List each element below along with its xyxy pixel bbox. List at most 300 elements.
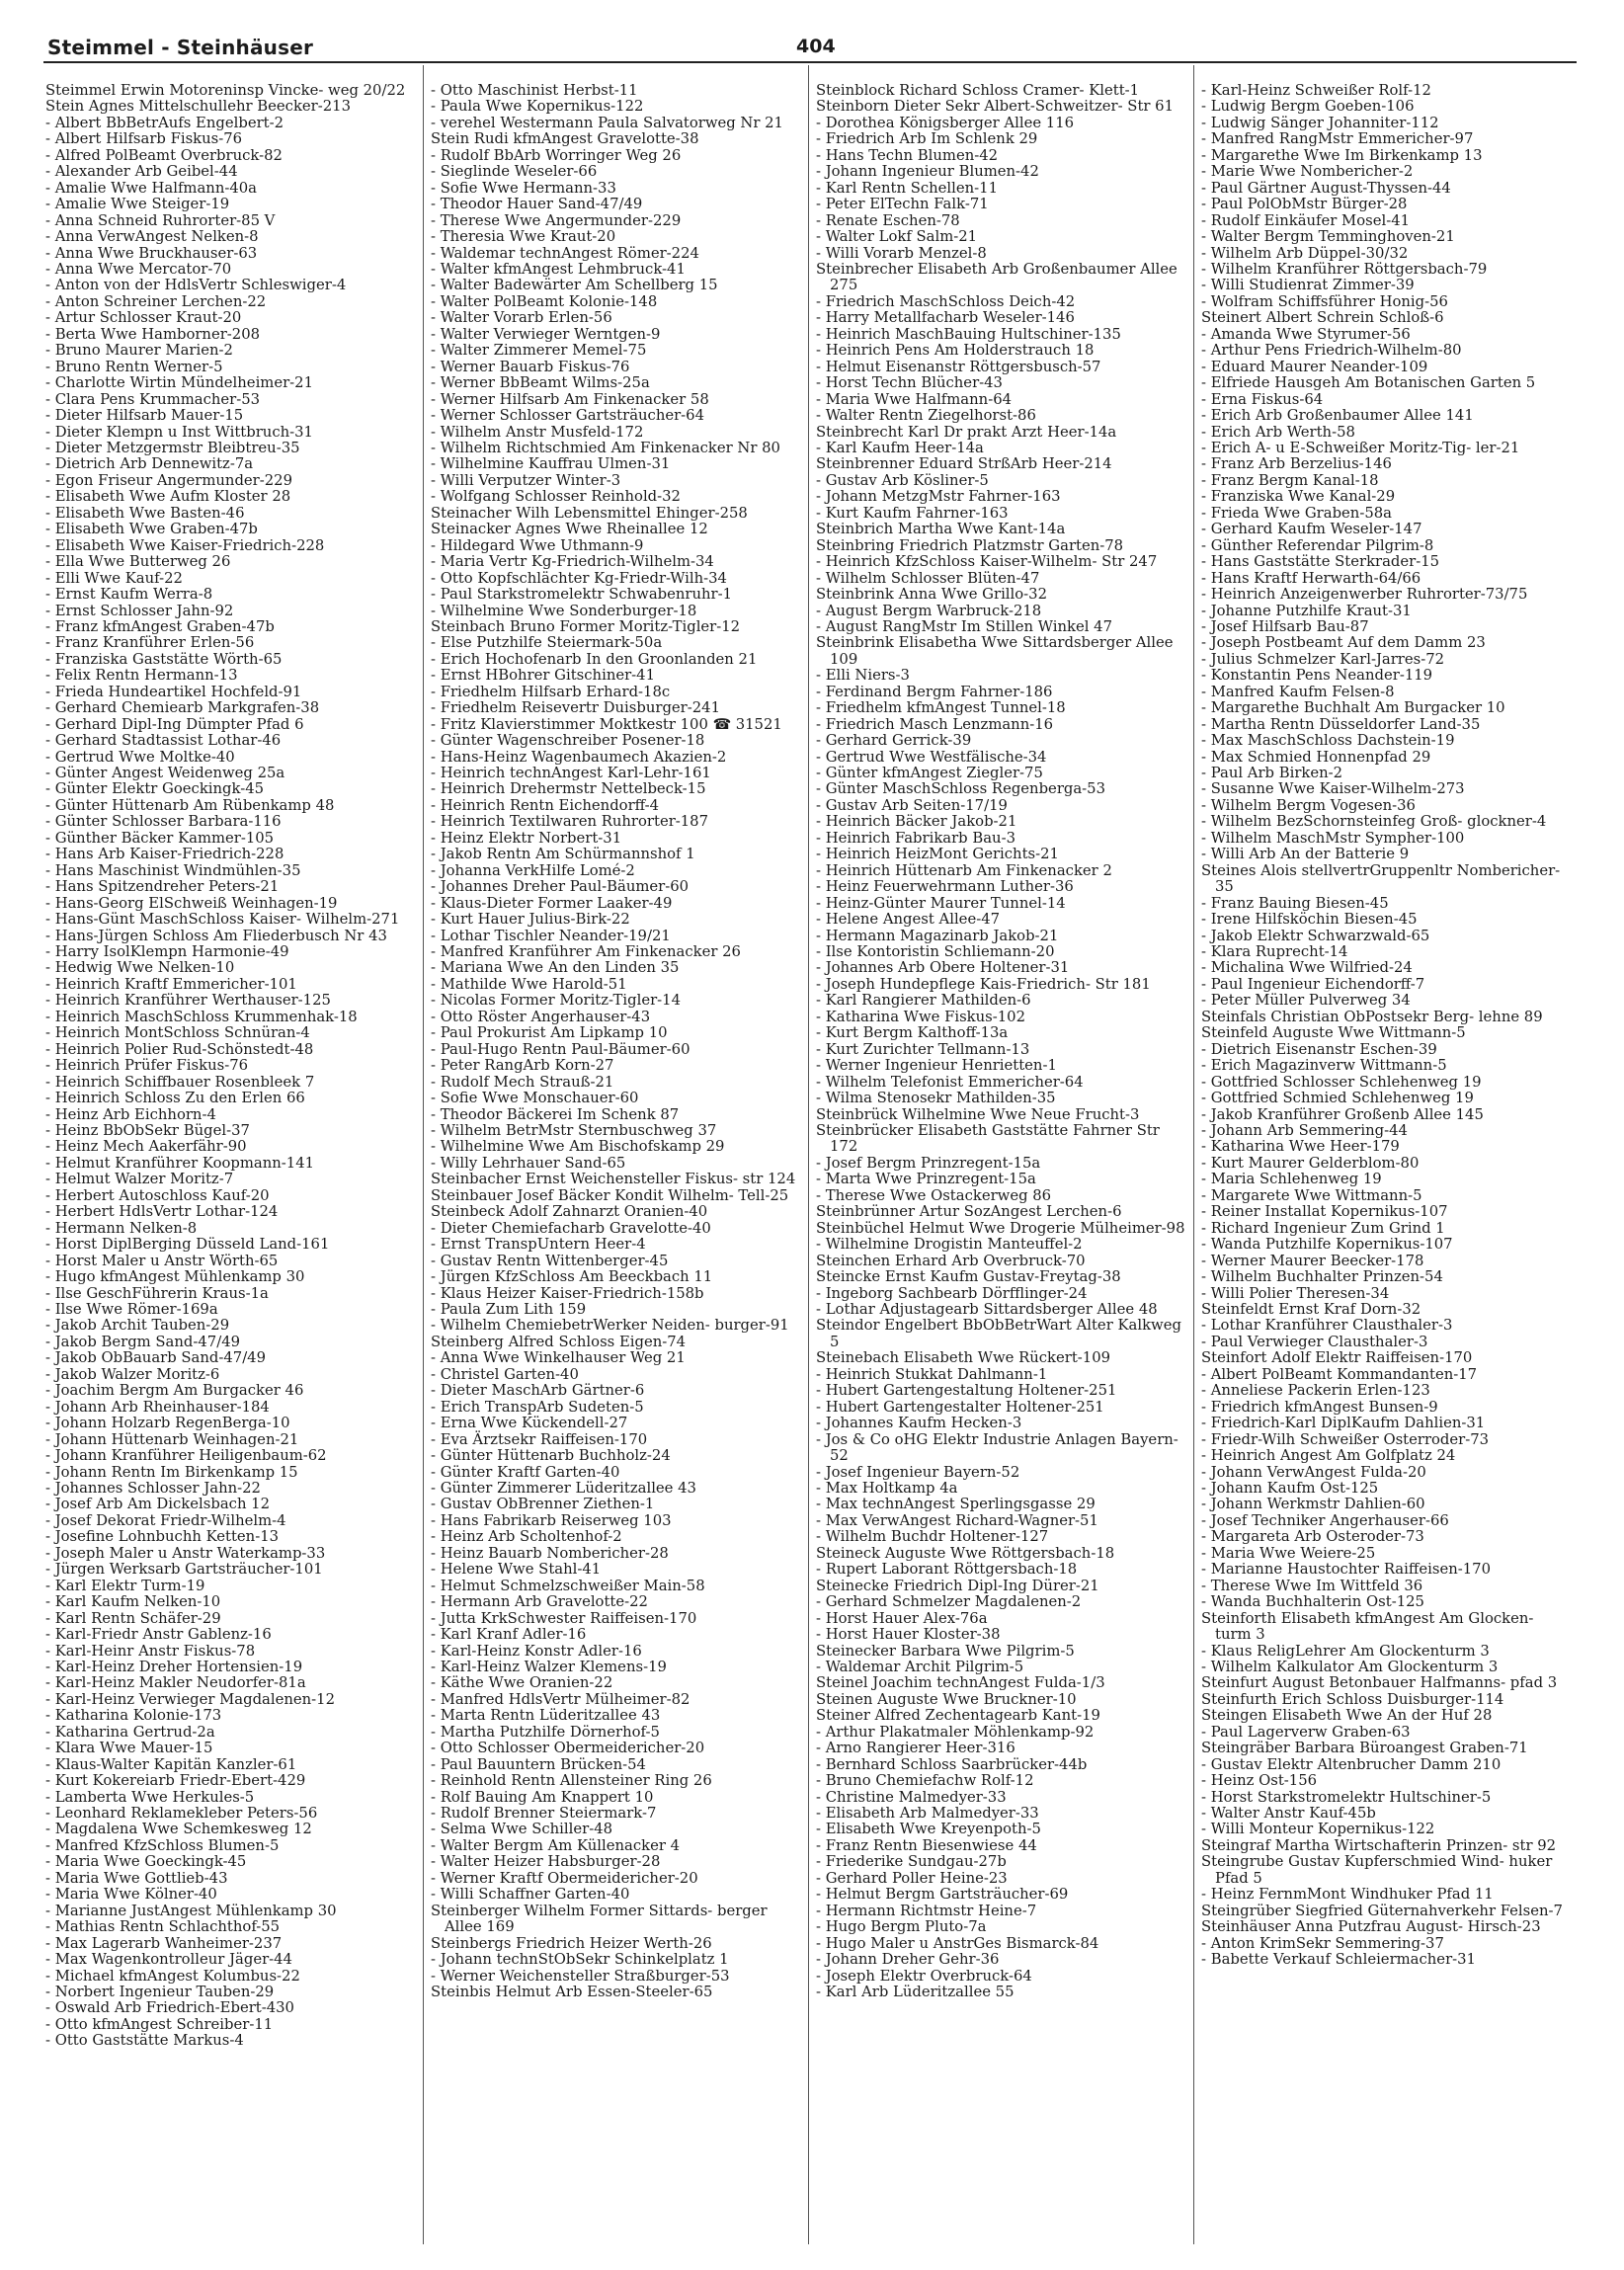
directory-entry: Steinfeld Auguste Wwe Wittmann-5 [1201, 1024, 1466, 1042]
directory-column-4 [1201, 83, 1573, 1969]
directory-entry: Steinert Albert Schrein Schloß-6 [1201, 309, 1444, 327]
directory-entry: - Bruno Rentn Werner-5 [45, 358, 223, 375]
directory-entry: - Otto Gaststätte Markus-4 [45, 2032, 244, 2050]
directory-entry: - Felix Rentn Hermann-13 [45, 667, 238, 685]
directory-entry: - Elisabeth Wwe Aufm Kloster 28 [45, 488, 291, 506]
directory-entry: - Amalie Wwe Halfmann-40a [45, 179, 257, 197]
directory-entry: - Mathias Rentn Schlachthof-55 [45, 1918, 281, 1936]
directory-entry: - Klara Wwe Mauer-15 [45, 1740, 213, 1757]
directory-entry: Steimmel Erwin Motoreninsp Vincke- weg 20/22 [45, 82, 406, 99]
directory-entry: - Frieda Hundeartikel Hochfeld-91 [45, 683, 302, 700]
directory-entry: - Friedhelm kfmAngest Tunnel-18 [816, 699, 1066, 717]
directory-entry: - Heinrich Polier Rud-Schönstedt-48 [45, 1040, 314, 1058]
directory-entry: - Heinz Arb Eichhorn-4 [45, 1105, 216, 1123]
directory-entry: Steinhäuser Anna Putzfrau August- Hirsch-23 [1201, 1918, 1541, 1936]
directory-entry: - Egon Friseur Angermunder-229 [45, 471, 293, 489]
directory-entry: - Jakob Elektr Schwarzwald-65 [1201, 927, 1430, 944]
directory-entry: - Sofie Wwe Monschauer-60 [431, 1090, 639, 1107]
directory-entry: - Hermann Richtmstr Heine-7 [816, 1902, 1037, 1919]
directory-entry: - Kurt Bergm Kalthoff-13a [816, 1024, 1009, 1042]
directory-entry: - Joseph Maler u Anstr Waterkamp-33 [45, 1544, 326, 1562]
directory-entry: - Waldemar Archit Pilgrim-5 [816, 1658, 1024, 1675]
directory-entry: - Irene Hilfsköchin Biesen-45 [1201, 911, 1418, 929]
directory-entry: - Dieter MaschArb Gärtner-6 [431, 1382, 645, 1400]
directory-entry: - Rudolf Brenner Steiermark-7 [431, 1805, 657, 1823]
directory-entry: - Wilhelm ChemiebetrWerker Neiden- burger-91 [431, 1317, 789, 1335]
directory-entry: - Marianne JustAngest Mühlenkamp 30 [45, 1902, 337, 1919]
directory-entry: - Karl Rangierer Mathilden-6 [816, 992, 1031, 1010]
directory-entry: Steingrube Gustav Kupferschmied Wind- huker Pfad 5 [1201, 1853, 1553, 1887]
directory-entry: Steinfort Adolf Elektr Raiffeisen-170 [1201, 1349, 1473, 1367]
directory-entry: - Karl-Heinr Anstr Fiskus-78 [45, 1642, 256, 1660]
directory-entry: - Anna Wwe Winkelhauser Weg 21 [431, 1349, 686, 1367]
directory-entry: - Erich Hochofenarb In den Groonlanden 21 [431, 650, 758, 668]
directory-entry: - Eva Ärztsekr Raiffeisen-170 [431, 1430, 648, 1448]
directory-entry: - Walter Badewärter Am Schellberg 15 [431, 277, 718, 294]
directory-entry: - Marta Rentn Lüderitzallee 43 [431, 1707, 661, 1725]
directory-entry: - Josef Bergm Prinzregent-15a [816, 1154, 1041, 1172]
directory-entry: - Gustav Elektr Altenbrucher Damm 210 [1201, 1755, 1502, 1773]
directory-entry: - Friedrich MaschSchloss Deich-42 [816, 292, 1076, 310]
directory-entry: - Max Schmied Honnenpfad 29 [1201, 748, 1431, 766]
directory-entry: Steinbrich Martha Wwe Kant-14a [816, 521, 1066, 538]
directory-entry: - Heinrich HeizMont Gerichts-21 [816, 846, 1059, 863]
directory-entry: - Wilhelm Buchhalter Prinzen-54 [1201, 1268, 1443, 1286]
directory-entry: - Sofie Wwe Hermann-33 [431, 179, 616, 197]
directory-entry: Steinbrünner Artur SozAngest Lerchen-6 [816, 1203, 1122, 1221]
directory-entry: - Friedrich Arb Im Schlenk 29 [816, 130, 1038, 148]
directory-entry: - Franziska Wwe Kanal-29 [1201, 488, 1396, 506]
directory-entry: - Hubert Gartengestalter Holtener-251 [816, 1398, 1104, 1416]
directory-entry: - Erich Arb Werth-58 [1201, 423, 1355, 441]
directory-entry: - Heinz Mech Aakerfähr-90 [45, 1138, 247, 1156]
directory-entry: - Willi Schaffner Garten-40 [431, 1886, 630, 1904]
directory-entry: - Heinrich Textilwaren Ruhrorter-187 [431, 813, 709, 831]
directory-entry: - Josef Ingenieur Bayern-52 [816, 1463, 1020, 1481]
directory-entry: - Heinrich MaschBauing Hultschiner-135 [816, 325, 1121, 343]
directory-entry: - Katharina Wwe Heer-179 [1201, 1138, 1400, 1156]
directory-entry: - Herbert HdlsVertr Lothar-124 [45, 1203, 279, 1221]
directory-entry: - Wolfram Schiffsführer Honig-56 [1201, 292, 1448, 310]
directory-entry: - Hans Fabrikarb Reiserweg 103 [431, 1511, 672, 1529]
directory-entry: - Margarete Wwe Wittmann-5 [1201, 1186, 1422, 1204]
directory-entry: Steingräber Barbara Büroangest Graben-71 [1201, 1740, 1528, 1757]
directory-entry: - Gerhard Stadtassist Lothar-46 [45, 732, 282, 750]
directory-entry: - Paul Gärtner August-Thyssen-44 [1201, 179, 1451, 197]
directory-entry: - Johann VerwAngest Fulda-20 [1201, 1463, 1426, 1481]
directory-entry: - Lothar Tischler Neander-19/21 [431, 927, 671, 944]
directory-entry: - Hugo kfmAngest Mühlenkamp 30 [45, 1268, 305, 1286]
directory-entry: - Anna VerwAngest Nelken-8 [45, 228, 259, 246]
directory-entry: - Albert Hilfsarb Fiskus-76 [45, 130, 243, 148]
directory-entry: - Johanna VerkHilfe Lomé-2 [431, 861, 635, 879]
directory-entry: - Karl-Heinz Dreher Hortensien-19 [45, 1658, 303, 1675]
directory-entry: - Erich Magazinverw Wittmann-5 [1201, 1057, 1447, 1075]
directory-entry: - Kurt Zurichter Tellmann-13 [816, 1040, 1030, 1058]
directory-entry: - Wilhelm Richtschmied Am Finkenacker Nr 80 [431, 439, 780, 456]
directory-column-3 [816, 83, 1187, 2000]
directory-entry: - Horst Starkstromelektr Hultschiner-5 [1201, 1788, 1492, 1806]
directory-entry: - Günther Referendar Pilgrim-8 [1201, 536, 1434, 554]
directory-entry: Steinborn Dieter Sekr Albert-Schweitzer- Str 61 [816, 98, 1174, 116]
directory-entry: - Horst Hauer Alex-76a [816, 1609, 988, 1627]
directory-entry: - Günther Bäcker Kammer-105 [45, 829, 275, 847]
directory-entry: - Helmut Eisenanstr Röttgersbusch-57 [816, 358, 1101, 375]
directory-entry: - Helmut Bergm Gartsträucher-69 [816, 1886, 1069, 1904]
directory-entry: Steinacker Agnes Wwe Rheinallee 12 [431, 521, 708, 538]
directory-entry: - Karl-Heinz Konstr Adler-16 [431, 1642, 642, 1660]
directory-entry: - Gerhard Schmelzer Magdalenen-2 [816, 1593, 1082, 1611]
directory-entry: - Günter Zimmerer Lüderitzallee 43 [431, 1479, 696, 1497]
directory-entry: - Peter RangArb Korn-27 [431, 1057, 614, 1075]
directory-entry: - Jürgen KfzSchloss Am Beeckbach 11 [431, 1268, 713, 1286]
directory-entry: - Amalie Wwe Steiger-19 [45, 196, 230, 213]
directory-entry: - Johann MetzgMstr Fahrner-163 [816, 488, 1061, 506]
directory-entry: - Susanne Wwe Kaiser-Wilhelm-273 [1201, 780, 1465, 798]
directory-entry: - Albert PolBeamt Kommandanten-17 [1201, 1365, 1478, 1383]
directory-entry: - Dieter Klempn u Inst Wittbruch-31 [45, 423, 313, 441]
directory-entry: - Berta Wwe Hamborner-208 [45, 325, 261, 343]
directory-entry: - Michalina Wwe Wilfried-24 [1201, 959, 1413, 977]
directory-entry: - Marianne Haustochter Raiffeisen-170 [1201, 1561, 1491, 1579]
page-number: 404 [796, 36, 836, 57]
directory-entry: - Frieda Wwe Graben-58a [1201, 504, 1392, 522]
directory-entry: - Helmut Walzer Moritz-7 [45, 1171, 234, 1188]
directory-entry: - Theodor Bäckerei Im Schenk 87 [431, 1105, 680, 1123]
directory-entry: - Wilhelm Buchdr Holtener-127 [816, 1528, 1049, 1546]
directory-entry: - Paul Ingenieur Eichendorff-7 [1201, 975, 1425, 993]
directory-entry: Steingen Elisabeth Wwe An der Huf 28 [1201, 1707, 1493, 1725]
directory-entry: Steinbis Helmut Arb Essen-Steeler-65 [431, 1984, 713, 2001]
directory-entry: Steiner Alfred Zechentagearb Kant-19 [816, 1707, 1100, 1725]
directory-entry: Steineck Auguste Wwe Röttgersbach-18 [816, 1544, 1115, 1562]
directory-entry: Steinecker Barbara Wwe Pilgrim-5 [816, 1642, 1075, 1660]
directory-entry: - Ella Wwe Butterweg 26 [45, 553, 231, 571]
directory-entry: - Helmut Schmelzschweißer Main-58 [431, 1577, 705, 1594]
directory-entry: - Reinhold Rentn Allensteiner Ring 26 [431, 1772, 712, 1790]
directory-entry: - Horst Maler u Anstr Wörth-65 [45, 1252, 279, 1269]
directory-entry: - Christel Garten-40 [431, 1365, 579, 1383]
directory-entry: - Elisabeth Wwe Kreyenpoth-5 [816, 1821, 1041, 1838]
directory-entry: - Waldemar technAngest Römer-224 [431, 244, 699, 262]
directory-entry: - Heinrich Stukkat Dahlmann-1 [816, 1365, 1048, 1383]
directory-entry: - Kurt Kaufm Fahrner-163 [816, 504, 1009, 522]
directory-entry: - Anton von der HdlsVertr Schleswiger-4 [45, 277, 347, 294]
directory-entry: - Erich Arb Großenbaumer Allee 141 [1201, 407, 1474, 425]
directory-entry: - Wanda Buchhalterin Ost-125 [1201, 1593, 1424, 1611]
directory-entry: Steinforth Elisabeth kfmAngest Am Glocken- turm 3 [1201, 1609, 1534, 1644]
directory-entry: - Kurt Maurer Gelderblom-80 [1201, 1154, 1420, 1172]
directory-entry: - Anton Schreiner Lerchen-22 [45, 292, 267, 310]
directory-entry: - Walter Lokf Salm-21 [816, 228, 978, 246]
directory-entry: - Heinz Feuerwehrmann Luther-36 [816, 878, 1074, 896]
directory-entry: - Max technAngest Sperlingsgasse 29 [816, 1496, 1096, 1513]
directory-entry: - Otto Schlosser Obermeidericher-20 [431, 1740, 705, 1757]
directory-entry: - Klaus Heizer Kaiser-Friedrich-158b [431, 1284, 704, 1302]
directory-entry: - Franz Bergm Kanal-18 [1201, 471, 1379, 489]
directory-entry: - Maria Wwe Goeckingk-45 [45, 1853, 247, 1871]
directory-entry: Steinbergs Friedrich Heizer Werth-26 [431, 1934, 712, 1952]
directory-entry: - Werner Bauarb Fiskus-76 [431, 358, 630, 375]
directory-entry: - Hans Maschinist Windmühlen-35 [45, 861, 301, 879]
directory-entry: Steinbeck Adolf Zahnarzt Oranien-40 [431, 1203, 708, 1221]
directory-entry: - Martha Rentn Düsseldorfer Land-35 [1201, 715, 1481, 733]
directory-entry: Steinbach Bruno Former Moritz-Tigler-12 [431, 617, 741, 635]
directory-entry: Steinbring Friedrich Platzmstr Garten-78 [816, 536, 1124, 554]
directory-entry: - Günter MaschSchloss Regenberga-53 [816, 780, 1106, 798]
directory-entry: - Karl Elektr Turm-19 [45, 1577, 205, 1594]
directory-entry: - Horst Techn Blücher-43 [816, 374, 1003, 392]
directory-entry: Steincke Ernst Kaufm Gustav-Freytag-38 [816, 1268, 1121, 1286]
directory-entry: - Karl-Heinz Makler Neudorfer-81a [45, 1674, 306, 1692]
directory-entry: Steinblock Richard Schloss Cramer- Klett-1 [816, 82, 1140, 99]
directory-entry: - Fritz Klavierstimmer Moktkestr 100 ☎ 31521 [431, 715, 782, 733]
directory-entry: - Hans-Heinz Wagenbaumech Akazien-2 [431, 748, 727, 766]
directory-entry: - Therese Wwe Im Wittfeld 36 [1201, 1577, 1423, 1594]
directory-entry: - Erna Fiskus-64 [1201, 390, 1324, 408]
directory-entry: - Elisabeth Wwe Kaiser-Friedrich-228 [45, 536, 325, 554]
directory-entry: - Margareta Arb Osteroder-73 [1201, 1528, 1424, 1546]
directory-entry: - Hugo Maler u AnstrGes Bismarck-84 [816, 1934, 1099, 1952]
directory-entry: Steinbacher Ernst Weichensteller Fiskus- str 124 [431, 1171, 796, 1188]
directory-entry: - August Bergm Warbruck-218 [816, 602, 1042, 619]
directory-entry: - Rolf Bauing Am Knappert 10 [431, 1788, 654, 1806]
directory-entry: - Marie Wwe Nombericher-2 [1201, 163, 1414, 181]
directory-entry: - Willy Lehrhauer Sand-65 [431, 1154, 626, 1172]
directory-column-2 [431, 83, 802, 2000]
directory-entry: - Martha Putzhilfe Dörnerhof-5 [431, 1723, 660, 1741]
directory-entry: - Klaus-Dieter Former Laaker-49 [431, 894, 673, 912]
directory-entry: - Günter kfmAngest Ziegler-75 [816, 765, 1043, 782]
directory-entry: - Peter ElTechn Falk-71 [816, 196, 989, 213]
directory-entry: - Heinrich Angest Am Golfplatz 24 [1201, 1447, 1456, 1465]
directory-entry: Steinfals Christian ObPostsekr Berg- lehne 89 [1201, 1008, 1543, 1025]
directory-entry: - Elisabeth Wwe Basten-46 [45, 504, 245, 522]
directory-entry: - Walter Rentn Ziegelhorst-86 [816, 407, 1036, 425]
directory-entry: - Wolfgang Schlosser Reinhold-32 [431, 488, 681, 506]
directory-entry: - Wilhelm BezSchornsteinfeg Groß- glockner-4 [1201, 813, 1547, 831]
directory-entry: - Johann Ingenieur Blumen-42 [816, 163, 1039, 181]
directory-entry: - Nicolas Former Moritz-Tigler-14 [431, 992, 681, 1010]
directory-entry: - Werner Kraftf Obermeidericher-20 [431, 1869, 698, 1887]
directory-entry: - Hubert Gartengestaltung Holtener-251 [816, 1382, 1117, 1400]
directory-entry: - Franz Bauing Biesen-45 [1201, 894, 1389, 912]
directory-entry: - Manfred RangMstr Emmericher-97 [1201, 130, 1474, 148]
directory-entry: - Werner Maurer Beecker-178 [1201, 1252, 1424, 1269]
directory-entry: - Heinz Elektr Norbert-31 [431, 829, 622, 847]
directory-entry: - Maria Wwe Halfmann-64 [816, 390, 1013, 408]
directory-entry: - Friedr-Wilh Schweißer Osterroder-73 [1201, 1430, 1490, 1448]
running-title: Steimmel - Steinhäuser [47, 36, 314, 59]
directory-entry: - Eduard Maurer Neander-109 [1201, 358, 1428, 375]
directory-entry: - Franz Rentn Biesenwiese 44 [816, 1836, 1037, 1854]
directory-entry: - Paul PolObMstr Bürger-28 [1201, 196, 1408, 213]
directory-entry: - Paul Starkstromelektr Schwabenruhr-1 [431, 586, 733, 604]
directory-entry: - Gerhard Dipl-Ing Dümpter Pfad 6 [45, 715, 304, 733]
directory-entry: - Johannes Arb Obere Holtener-31 [816, 959, 1070, 977]
directory-entry: - Hans-Georg ElSchweiß Weinhagen-19 [45, 894, 338, 912]
directory-entry: - Katharina Wwe Fiskus-102 [816, 1008, 1025, 1025]
directory-entry: - Max Lagerarb Wanheimer-237 [45, 1934, 283, 1952]
directory-entry: - Sieglinde Weseler-66 [431, 163, 598, 181]
directory-entry: - Horst DiplBerging Düsseld Land-161 [45, 1236, 330, 1254]
directory-entry: - Gertrud Wwe Moltke-40 [45, 748, 235, 766]
directory-entry: - Rupert Laborant Röttgersbach-18 [816, 1561, 1078, 1579]
directory-entry: - Günter Elektr Goeckingk-45 [45, 780, 265, 798]
directory-entry: - Heinrich technAngest Karl-Lehr-161 [431, 765, 711, 782]
directory-entry: - Karl Arb Lüderitzallee 55 [816, 1984, 1015, 2001]
directory-entry: - Karl Kaufm Heer-14a [816, 439, 984, 456]
directory-entry: - Mathilde Wwe Harold-51 [431, 975, 627, 993]
directory-entry: - Arthur Pens Friedrich-Wilhelm-80 [1201, 342, 1462, 360]
directory-entry: - Leonhard Reklamekleber Peters-56 [45, 1805, 318, 1823]
directory-entry: - Wilhelmine Kauffrau Ulmen-31 [431, 455, 671, 473]
directory-entry: - Heinrich Kranführer Werthauser-125 [45, 992, 331, 1010]
directory-entry: - Paul-Hugo Rentn Paul-Bäumer-60 [431, 1040, 690, 1058]
directory-entry: - Erna Wwe Kückendell-27 [431, 1415, 628, 1432]
directory-entry: - Josef Hilfsarb Bau-87 [1201, 617, 1369, 635]
directory-entry: - Karl-Heinz Walzer Klemens-19 [431, 1658, 667, 1675]
directory-entry: - Heinz Bauarb Nombericher-28 [431, 1544, 669, 1562]
directory-entry: - Wilhelm Arb Düppel-30/32 [1201, 244, 1409, 262]
directory-entry: Steinbrück Wilhelmine Wwe Neue Frucht-3 [816, 1105, 1140, 1123]
directory-entry: - Selma Wwe Schiller-48 [431, 1821, 613, 1838]
directory-entry: - Karl-Heinz Schweißer Rolf-12 [1201, 82, 1431, 99]
directory-entry: - Gustav Rentn Wittenberger-45 [431, 1252, 669, 1269]
directory-entry: - Friedhelm Hilfsarb Erhard-18c [431, 683, 671, 700]
directory-entry: - Charlotte Wirtin Mündelheimer-21 [45, 374, 313, 392]
directory-entry: - Gottfried Schlosser Schlehenweg 19 [1201, 1073, 1482, 1091]
directory-entry: - Elli Wwe Kauf-22 [45, 569, 183, 587]
directory-entry: - Wilhelm Kranführer Röttgersbach-79 [1201, 260, 1488, 278]
directory-entry: - Friedrich-Karl DiplKaufm Dahlien-31 [1201, 1415, 1486, 1432]
directory-entry: - Hans Gaststätte Sterkrader-15 [1201, 553, 1440, 571]
directory-entry: - Heinrich Fabrikarb Bau-3 [816, 829, 1015, 847]
directory-entry: - Ernst HBohrer Gitschiner-41 [431, 667, 656, 685]
directory-entry: - Käthe Wwe Oranien-22 [431, 1674, 613, 1692]
column-divider [1193, 65, 1194, 2244]
directory-entry: - Jutta KrkSchwester Raiffeisen-170 [431, 1609, 697, 1627]
directory-entry: - Bruno Maurer Marien-2 [45, 342, 233, 360]
directory-entry: - Max MaschSchloss Dachstein-19 [1201, 732, 1455, 750]
directory-entry: - Walter Heizer Habsburger-28 [431, 1853, 661, 1871]
directory-entry: - Johann technStObSekr Schinkelplatz 1 [431, 1951, 729, 1969]
directory-entry: - Hans-Jürgen Schloss Am Fliederbusch Nr 43 [45, 927, 387, 944]
directory-entry: - Heinrich Schloss Zu den Erlen 66 [45, 1090, 305, 1107]
directory-entry: - Bernhard Schloss Saarbrücker-44b [816, 1755, 1088, 1773]
directory-entry: - Alexander Arb Geibel-44 [45, 163, 238, 181]
directory-entry: - Heinrich MaschSchloss Krummenhak-18 [45, 1008, 358, 1025]
directory-entry: - Kurt Hauer Julius-Birk-22 [431, 911, 630, 929]
directory-entry: - Willi Studienrat Zimmer-39 [1201, 277, 1415, 294]
directory-column-1 [45, 83, 417, 2050]
directory-entry: - Heinz Ost-156 [1201, 1772, 1318, 1790]
directory-entry: - Marta Wwe Prinzregent-15a [816, 1171, 1036, 1188]
column-divider [808, 65, 809, 2244]
directory-entry: - Arno Rangierer Heer-316 [816, 1740, 1015, 1757]
directory-entry: Steinbrücker Elisabeth Gaststätte Fahrner Str 172 [816, 1122, 1160, 1156]
directory-entry: Steinen Auguste Wwe Bruckner-10 [816, 1690, 1077, 1708]
directory-entry: - Alfred PolBeamt Overbruck-82 [45, 146, 283, 164]
directory-entry: - Wilma Stenosekr Mathilden-35 [816, 1090, 1056, 1107]
directory-entry: - Wilhelm Schlosser Blüten-47 [816, 569, 1040, 587]
directory-entry: - Julius Schmelzer Karl-Jarres-72 [1201, 650, 1445, 668]
directory-entry: - Werner Weichensteller Straßburger-53 [431, 1967, 730, 1985]
directory-entry: - Willi Vorarb Menzel-8 [816, 244, 987, 262]
directory-entry: - Johannes Dreher Paul-Bäumer-60 [431, 878, 690, 896]
directory-entry: - Christine Malmedyer-33 [816, 1788, 1007, 1806]
directory-entry: - Otto Maschinist Herbst-11 [431, 82, 638, 99]
directory-entry: - Anton KrimSekr Semmering-37 [1201, 1934, 1444, 1952]
directory-entry: - Paul Bauuntern Brücken-54 [431, 1755, 646, 1773]
directory-entry: - Renate Eschen-78 [816, 211, 960, 229]
directory-entry: - Hildegard Wwe Uthmann-9 [431, 536, 644, 554]
directory-entry: - Gerhard Chemiearb Markgrafen-38 [45, 699, 320, 717]
directory-entry: - Heinz BbObSekr Bügel-37 [45, 1122, 250, 1139]
directory-entry: Steinbrenner Eduard StrßArb Heer-214 [816, 455, 1112, 473]
directory-entry: - Paul Lagerverw Graben-63 [1201, 1723, 1411, 1741]
directory-entry: - Werner Hilfsarb Am Finkenacker 58 [431, 390, 709, 408]
directory-entry: - Heinz FernmMont Windhuker Pfad 11 [1201, 1886, 1494, 1904]
directory-entry: - Willi Polier Theresen-34 [1201, 1284, 1390, 1302]
directory-entry: - Therese Wwe Angermunder-229 [431, 211, 682, 229]
directory-entry: - Amanda Wwe Styrumer-56 [1201, 325, 1411, 343]
directory-entry: - Margarethe Buchhalt Am Burgacker 10 [1201, 699, 1505, 717]
directory-entry: - Paula Zum Lith 159 [431, 1300, 587, 1318]
directory-entry: - Friedhelm Reisevertr Duisburger-241 [431, 699, 720, 717]
directory-entry: - Anna Wwe Bruckhauser-63 [45, 244, 258, 262]
directory-entry: - Horst Hauer Kloster-38 [816, 1626, 1001, 1644]
directory-entry: - Johann Werkmstr Dahlien-60 [1201, 1496, 1425, 1513]
directory-entry: - Magdalena Wwe Schemkesweg 12 [45, 1821, 312, 1838]
directory-entry: - Karl-Friedr Anstr Gablenz-16 [45, 1626, 272, 1644]
directory-entry: - Walter Zimmerer Memel-75 [431, 342, 647, 360]
directory-entry: Steinacher Wilh Lebensmittel Ehinger-258 [431, 504, 748, 522]
directory-entry: - Heinrich KfzSchloss Kaiser-Wilhelm- Str 247 [816, 553, 1158, 571]
directory-entry: - Theresia Wwe Kraut-20 [431, 228, 616, 246]
directory-entry: - Babette Verkauf Schleiermacher-31 [1201, 1951, 1476, 1969]
directory-entry: - Friedrich Masch Lenzmann-16 [816, 715, 1054, 733]
directory-entry: - Norbert Ingenieur Tauben-29 [45, 1984, 275, 2001]
directory-entry: - Heinrich Hüttenarb Am Finkenacker 2 [816, 861, 1112, 879]
directory-entry: - Hans Techn Blumen-42 [816, 146, 999, 164]
directory-entry: - Karl Kaufm Nelken-10 [45, 1593, 221, 1611]
directory-entry: - Ernst Schlosser Jahn-92 [45, 602, 234, 619]
directory-entry: - Anna Schneid Ruhrorter-85 V [45, 211, 276, 229]
directory-entry: - Wilhelmine Drogistin Manteuffel-2 [816, 1236, 1083, 1254]
directory-entry: - Joseph Elektr Overbruck-64 [816, 1967, 1032, 1985]
directory-entry: - Heinrich Rentn Eichendorff-4 [431, 796, 660, 814]
directory-entry: - Theodor Hauer Sand-47/49 [431, 196, 643, 213]
directory-entry: - Walter Vorarb Erlen-56 [431, 309, 612, 327]
directory-entry: - Franz Arb Berzelius-146 [1201, 455, 1392, 473]
directory-entry: - Johann Holzarb RegenBerga-10 [45, 1415, 290, 1432]
directory-entry: - Ilse GeschFührerin Kraus-1a [45, 1284, 269, 1302]
directory-entry: - Johannes Schlosser Jahn-22 [45, 1479, 261, 1497]
directory-entry: Steines Alois stellvertrGruppenltr Nombericher-35 [1201, 861, 1561, 896]
directory-entry: - Peter Müller Pulverweg 34 [1201, 992, 1411, 1010]
directory-entry: - Maria Vertr Kg-Friedrich-Wilhelm-34 [431, 553, 714, 571]
directory-entry: - verehel Westermann Paula Salvatorweg Nr 21 [431, 114, 783, 131]
directory-entry: - Oswald Arb Friedrich-Ebert-430 [45, 1999, 294, 2017]
directory-entry: - Manfred HdlsVertr Mülheimer-82 [431, 1690, 690, 1708]
directory-entry: Steinbrink Anna Wwe Grillo-32 [816, 586, 1048, 604]
directory-entry: - Joachim Bergm Am Burgacker 46 [45, 1382, 304, 1400]
directory-entry: - Klaus-Walter Kapitän Kanzler-61 [45, 1755, 297, 1773]
directory-entry: - August RangMstr Im Stillen Winkel 47 [816, 617, 1112, 635]
directory-entry: - Elfriede Hausgeh Am Botanischen Garten 5 [1201, 374, 1536, 392]
directory-entry: - Elli Niers-3 [816, 667, 910, 685]
